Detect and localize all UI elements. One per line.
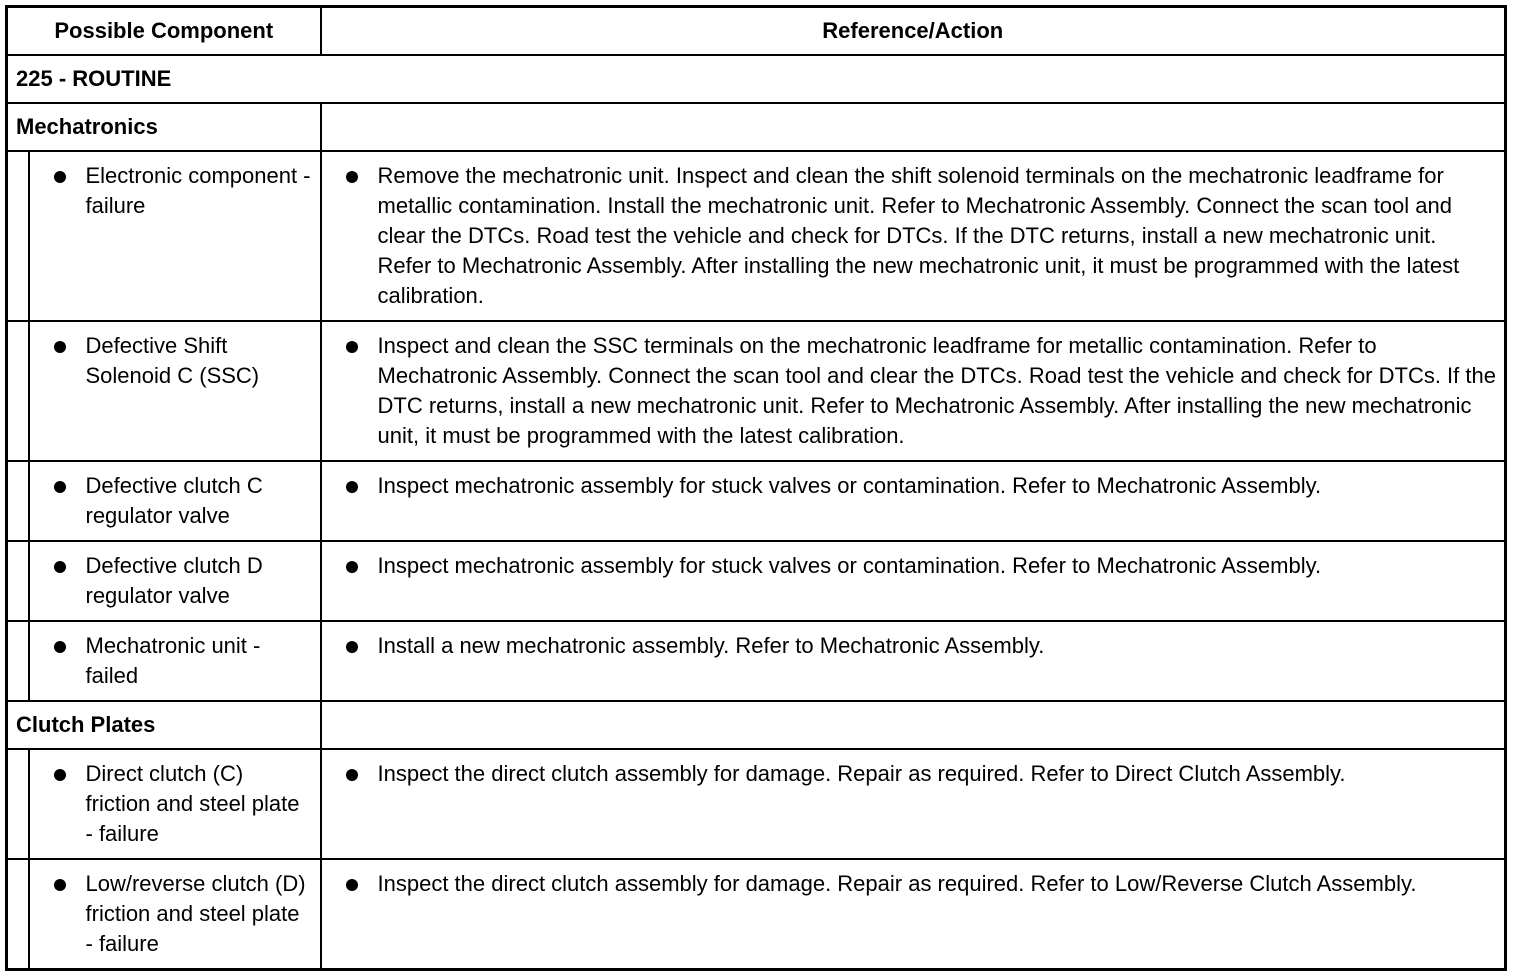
component-text: Mechatronic unit - failed [85, 633, 261, 688]
component-cell [29, 621, 321, 701]
bullet-icon [54, 341, 66, 353]
diagnostic-table [5, 5, 1507, 971]
bullet-icon [346, 171, 358, 183]
indent-cell [7, 151, 29, 321]
bullet-icon [54, 879, 66, 891]
table-row [7, 461, 1506, 541]
action-cell [321, 541, 1506, 621]
component-text: Low/reverse clutch (D) friction and steel plate - failure [85, 871, 306, 956]
component-cell [29, 859, 321, 970]
section-title-clutch-plates: Clutch Plates [7, 701, 321, 749]
action-cell [321, 749, 1506, 859]
component-cell [29, 541, 321, 621]
action-cell [321, 321, 1506, 461]
table-header-row [7, 7, 1506, 56]
action-text: Inspect mechatronic assembly for stuck valves or contamination. Refer to Mechatronic Assembly. [377, 473, 1322, 498]
action-text: Inspect and clean the SSC terminals on the mechatronic leadframe for metallic contamination. Refer to Mechatronic Assembly. Connect the scan tool and clear the DTCs. Road test the vehicle and check for DTCs. If the DTC returns, install a new mechatronic unit. Refer to Mechatronic Assembly. After installing the new mechatronic unit, it must be programmed with the latest calibration. [377, 333, 1496, 448]
table-row [7, 321, 1506, 461]
table-row [7, 621, 1506, 701]
section-header-row [7, 103, 1506, 151]
action-text: Inspect the direct clutch assembly for damage. Repair as required. Refer to Low/Reverse Clutch Assembly. [377, 871, 1417, 896]
action-text: Inspect mechatronic assembly for stuck valves or contamination. Refer to Mechatronic Assembly. [377, 553, 1322, 578]
table-row [7, 859, 1506, 970]
action-cell [321, 461, 1506, 541]
routine-label: 225 - ROUTINE [7, 55, 1506, 103]
action-text: Install a new mechatronic assembly. Refer to Mechatronic Assembly. [377, 633, 1045, 658]
component-text: Defective clutch C regulator valve [85, 473, 263, 528]
component-text: Electronic component - failure [85, 163, 311, 218]
component-cell [29, 461, 321, 541]
bullet-icon [346, 561, 358, 573]
component-text: Direct clutch (C) friction and steel plate - failure [85, 761, 300, 846]
header-reference-action: Reference/Action [321, 7, 1506, 56]
bullet-icon [54, 171, 66, 183]
bullet-icon [54, 561, 66, 573]
indent-cell [7, 749, 29, 859]
table-row [7, 151, 1506, 321]
component-cell [29, 321, 321, 461]
table-row [7, 749, 1506, 859]
action-cell [321, 621, 1506, 701]
bullet-icon [346, 481, 358, 493]
diagnostic-table-document [5, 5, 1507, 971]
action-text: Inspect the direct clutch assembly for damage. Repair as required. Refer to Direct Clutch Assembly. [377, 761, 1346, 786]
component-text: Defective clutch D regulator valve [85, 553, 263, 608]
component-cell [29, 151, 321, 321]
section-empty-cell [321, 103, 1506, 151]
bullet-icon [54, 641, 66, 653]
indent-cell [7, 321, 29, 461]
indent-cell [7, 541, 29, 621]
indent-cell [7, 621, 29, 701]
component-cell [29, 749, 321, 859]
bullet-icon [346, 641, 358, 653]
action-cell [321, 859, 1506, 970]
bullet-icon [54, 481, 66, 493]
indent-cell [7, 859, 29, 970]
section-empty-cell [321, 701, 1506, 749]
bullet-icon [346, 769, 358, 781]
header-possible-component: Possible Component [7, 7, 321, 56]
action-text: Remove the mechatronic unit. Inspect and clean the shift solenoid terminals on the mechatronic leadframe for metallic contamination. Install the mechatronic unit. Refer to Mechatronic Assembly. Connect the scan tool and clear the DTCs. Road test the vehicle and check for DTCs. If the DTC returns, install a new mechatronic unit. Refer to Mechatronic Assembly. After installing the new mechatronic unit, it must be programmed with the latest calibration. [377, 163, 1460, 308]
action-cell [321, 151, 1506, 321]
section-header-row [7, 701, 1506, 749]
bullet-icon [54, 769, 66, 781]
indent-cell [7, 461, 29, 541]
component-text: Defective Shift Solenoid C (SSC) [85, 333, 260, 388]
bullet-icon [346, 341, 358, 353]
table-row [7, 541, 1506, 621]
section-title-mechatronics: Mechatronics [7, 103, 321, 151]
routine-row [7, 55, 1506, 103]
bullet-icon [346, 879, 358, 891]
